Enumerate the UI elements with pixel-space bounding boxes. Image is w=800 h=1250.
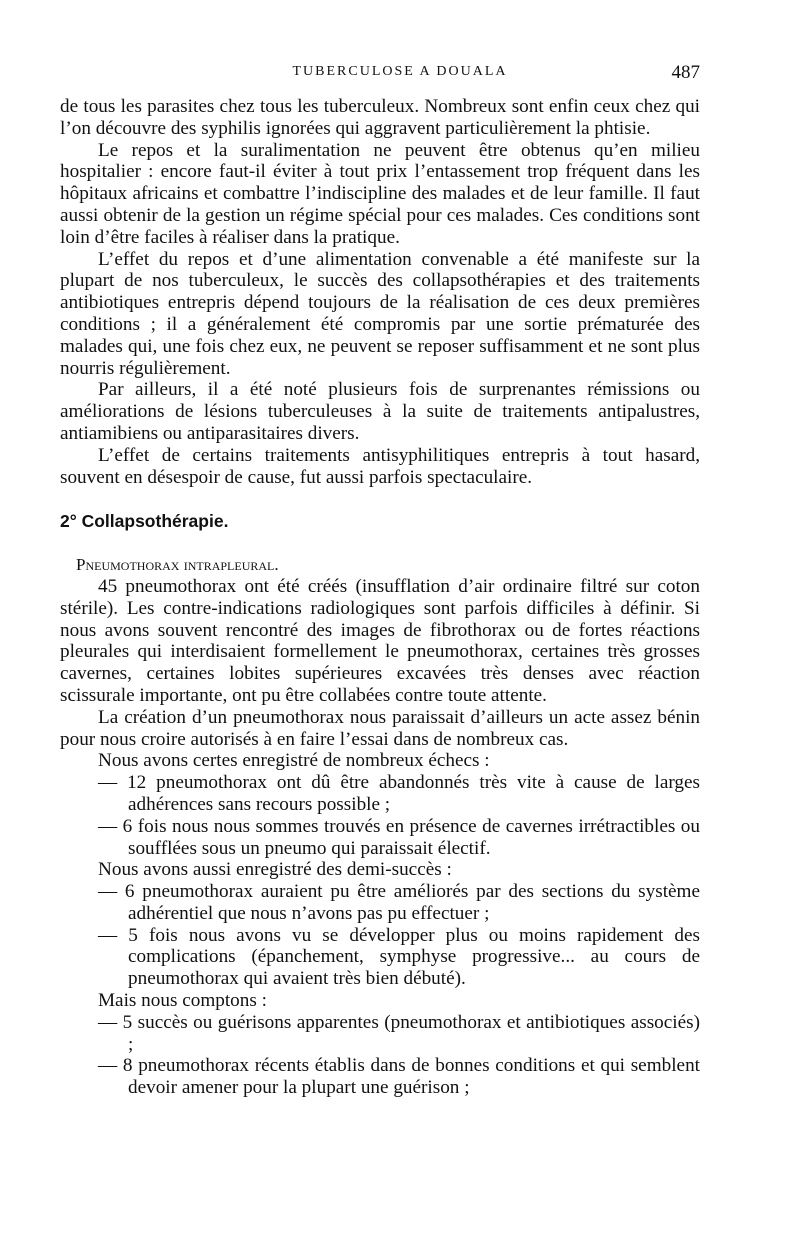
running-head xyxy=(0,62,800,84)
list-item: — 6 fois nous nous sommes trouvés en présence de cavernes irrétractibles ou soufflées sous un pneumo qui paraissait électif. xyxy=(98,815,700,859)
section-heading: 2° Collapsothérapie. xyxy=(60,511,229,532)
list-item: — 5 fois nous avons vu se développer plus ou moins rapidement des complications (épanchement, symphyse progressive... au cours de pneumothorax qui avaient très bien débuté). xyxy=(98,924,700,990)
page-number: 487 xyxy=(671,62,700,83)
paragraph-7: La création d’un pneumothorax nous paraissait d’ailleurs un acte assez bénin pour nous croire autorisés à en faire l’essai dans de nombreux cas. xyxy=(60,706,700,750)
paragraph-2: Le repos et la suralimentation ne peuvent être obtenus qu’en milieu hospitalier : encore faut-il éviter à tout prix l’entassement trop fréquent dans les hôpitaux africains et combattre l’indiscipline des malades et de leur famille. Il faut aussi obtenir de la gestion un régime spécial pour ces malades. Ces conditions sont loin d’être faciles à réaliser dans la pratique. xyxy=(60,139,700,248)
list-item: — 12 pneumothorax ont dû être abandonnés très vite à cause de larges adhérences sans recours possible ; xyxy=(98,772,700,815)
success-intro: Mais nous comptons : xyxy=(98,990,267,1012)
failures-intro: Nous avons certes enregistré de nombreux échecs : xyxy=(98,750,490,772)
sub-heading: Pneumothorax intrapleural. xyxy=(76,555,279,575)
running-title: TUBERCULOSE A DOUALA xyxy=(292,64,508,79)
body-text xyxy=(60,96,700,1099)
paragraph-1: de tous les parasites chez tous les tuberculeux. Nombreux sont enfin ceux chez qui l’on découvre des syphilis ignorées qui aggravent particulièrement la phtisie. xyxy=(60,96,700,139)
half-success-intro: Nous avons aussi enregistré des demi-succès : xyxy=(98,859,452,881)
paragraph-5: L’effet de certains traitements antisyphilitiques entrepris à tout hasard, souvent en désespoir de cause, fut aussi parfois spectaculaire. xyxy=(60,444,700,488)
paragraph-6: 45 pneumothorax ont été créés (insufflation d’air ordinaire filtré sur coton stérile). Les contre-indications radiologiques sont parfois difficiles à définir. Si nous avons souvent rencontré des images de fibrothorax ou de fortes réactions pleurales qui interdisaient formellement le pneumothorax, certaines très grosses cavernes, certaines lobites supérieures excavées très denses avec réaction scissurale importante, ont pu être collabées contre toute attente. xyxy=(60,575,700,706)
list-item: — 8 pneumothorax récents établis dans de bonnes conditions et qui semblent devoir amener pour la plupart une guérison ; xyxy=(98,1055,700,1099)
list-item: — 6 pneumothorax auraient pu être améliorés par des sections du système adhérentiel que nous n’avons pas pu effectuer ; xyxy=(98,881,700,924)
paragraph-4: Par ailleurs, il a été noté plusieurs fois de surprenantes rémissions ou améliorations de lésions tuberculeuses à la suite de traitements antipalustres, antiamibiens ou antiparasitaires divers. xyxy=(60,379,700,444)
paragraph-3: L’effet du repos et d’une alimentation convenable a été manifeste sur la plupart de nos tuberculeux, le succès des collapsothérapies et des traitements antibiotiques entrepris dépend toujours de la réalisation de ces deux premières conditions ; il a généralement été compromis par une sortie prématurée des malades qui, une fois chez eux, ne peuvent se reposer suffisamment et ne sont plus nourris régulièrement. xyxy=(60,248,700,379)
list-item: — 5 succès ou guérisons apparentes (pneumothorax et antibiotiques associés) ; xyxy=(98,1011,700,1055)
